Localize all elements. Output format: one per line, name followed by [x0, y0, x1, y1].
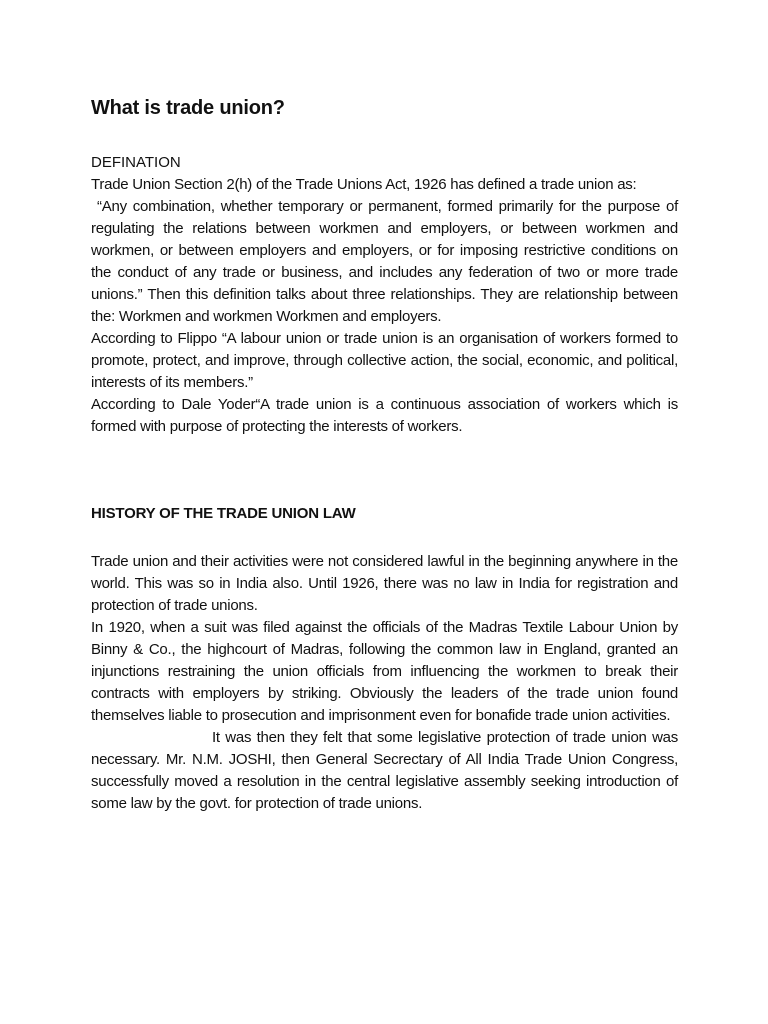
definition-quote-paragraph: “Any combination, whether temporary or permanent, formed primarily for the purpose of regulating the relations between workmen and employers, or between workmen and workmen, or between employers and employers, or for imposing restrictive conditions on the conduct of any trade or business, and includes any federation of two or more trade unions.” Then this definition talks about three relationships. They are relationship between the: Workmen and workmen Workmen and employers.	[91, 198, 678, 325]
definition-paragraph: Trade Union Section 2(h) of the Trade Unions Act, 1926 has defined a trade union as:	[91, 176, 637, 193]
history-paragraph: Trade union and their activities were not considered lawful in the beginning anywhere in the world. This was so in India also. Until 1926, there was no law in India for registration and protection of trade unions.	[91, 553, 678, 614]
page-title: What is trade union?	[91, 97, 285, 119]
history-heading: HISTORY OF THE TRADE UNION LAW	[91, 505, 356, 522]
dale-yoder-definition-paragraph: According to Dale Yoder“A trade union is a continuous association of workers which is formed with purpose of protecting the interests of workers.	[91, 396, 678, 435]
definition-label: DEFINATION	[91, 154, 181, 171]
document-page	[91, 95, 678, 815]
flippo-definition-paragraph: According to Flippo “A labour union or trade union is an organisation of workers formed to promote, protect, and improve, through collective action, the social, economic, and political, interests of its members.”	[91, 330, 678, 391]
history-paragraph: It was then they felt that some legislative protection of trade union was necessary. Mr. N.M. JOSHI, then General Secrectary of All India Trade Union Congress, successfully moved a resolution in the central legislative assembly seeking introduction of some law by the govt. for protection of trade unions.	[91, 729, 678, 812]
history-paragraph: In 1920, when a suit was filed against the officials of the Madras Textile Labour Union by Binny & Co., the highcourt of Madras, following the common law in England, granted an injunctions restraining the union officials from influencing the workmen to break their contracts with employers by striking. Obviously the leaders of the trade union found themselves liable to prosecution and imprisonment even for bonafide trade union activities.	[91, 619, 678, 724]
